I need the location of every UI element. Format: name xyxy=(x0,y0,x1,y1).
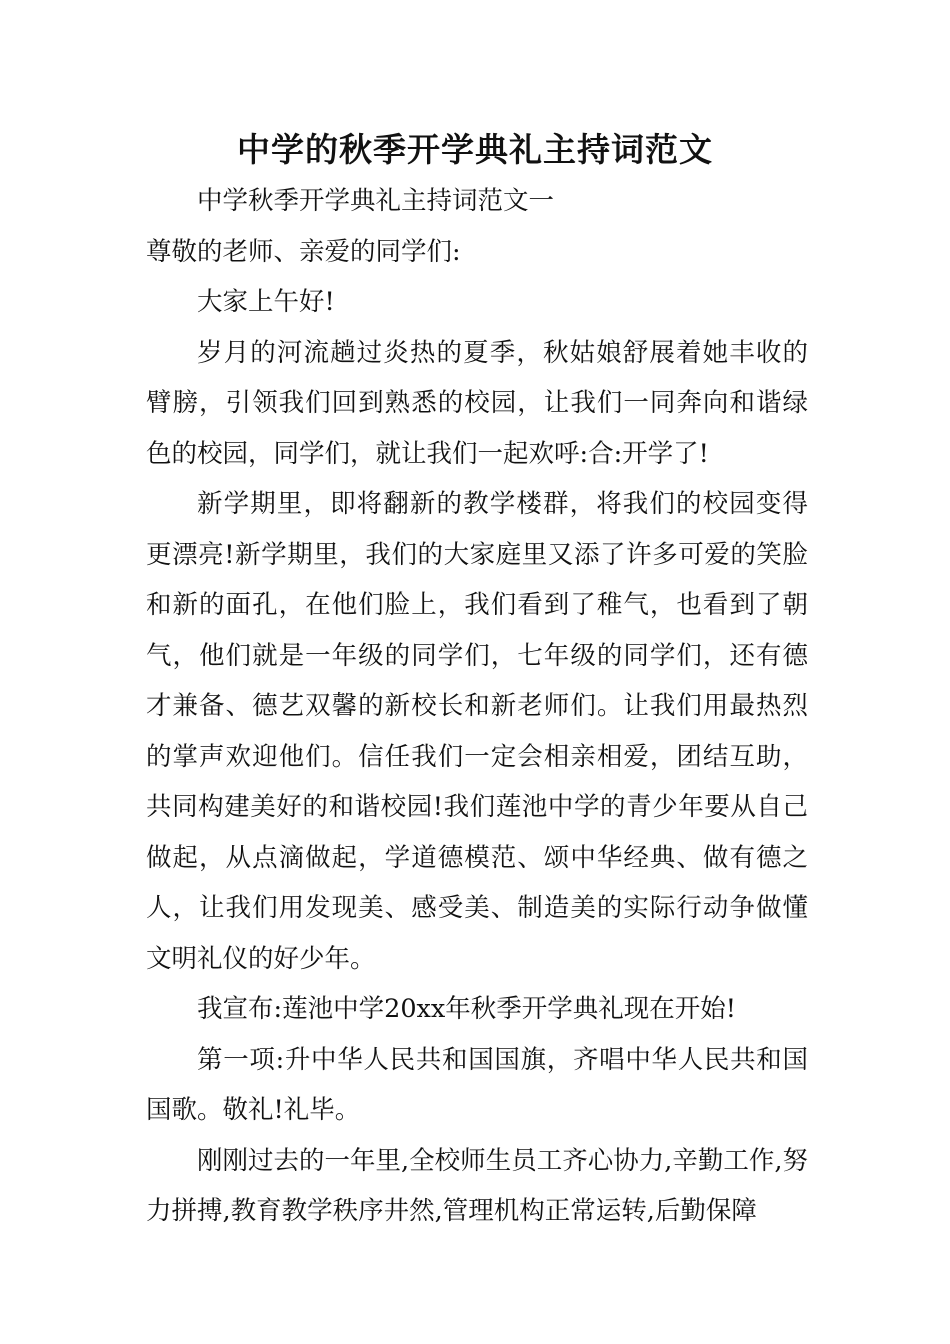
paragraph-flag-ceremony: 第一项:升中华人民共和国国旗，齐唱中华人民共和国国歌。敬礼!礼毕。 xyxy=(146,1044,808,1125)
paragraph-past-year: 刚刚过去的一年里,全校师生员工齐心协力,辛勤工作,努力拼搏,教育教学秩序井然,管理机构正常运转,后勤保障 xyxy=(146,1145,808,1226)
section-heading: 中学秋季开学典礼主持词范文一 xyxy=(197,186,555,216)
greeting: 大家上午好! xyxy=(197,287,335,317)
salutation: 尊敬的老师、亲爱的同学们: xyxy=(146,236,461,267)
document-body xyxy=(146,176,808,1237)
paragraph-new-semester: 新学期里，即将翻新的教学楼群，将我们的校园变得更漂亮!新学期里，我们的大家庭里又添了许多可爱的笑脸和新的面孔，在他们脸上，我们看到了稚气，也看到了朝气，他们就是一年级的同学们，七年级的同学们，还有德才兼备、德艺双馨的新校长和新老师们。让我们用最热烈的掌声欢迎他们。信任我们一定会相亲相爱，团结互助，共同构建美好的和谐校园!我们莲池中学的青少年要从自己做起，从点滴做起，学道德模范、颂中华经典、做有德之人，让我们用发现美、感受美、制造美的实际行动争做懂文明礼仪的好少年。 xyxy=(146,489,808,974)
paragraph-announcement: 我宣布:莲池中学20xx年秋季开学典礼现在开始! xyxy=(197,994,737,1024)
document-title: 中学的秋季开学典礼主持词范文 xyxy=(237,130,713,169)
paragraph-opening: 岁月的河流趟过炎热的夏季，秋姑娘舒展着她丰收的臂膀，引领我们回到熟悉的校园，让我们一同奔向和谐绿色的校园，同学们，就让我们一起欢呼:合:开学了! xyxy=(146,337,808,469)
